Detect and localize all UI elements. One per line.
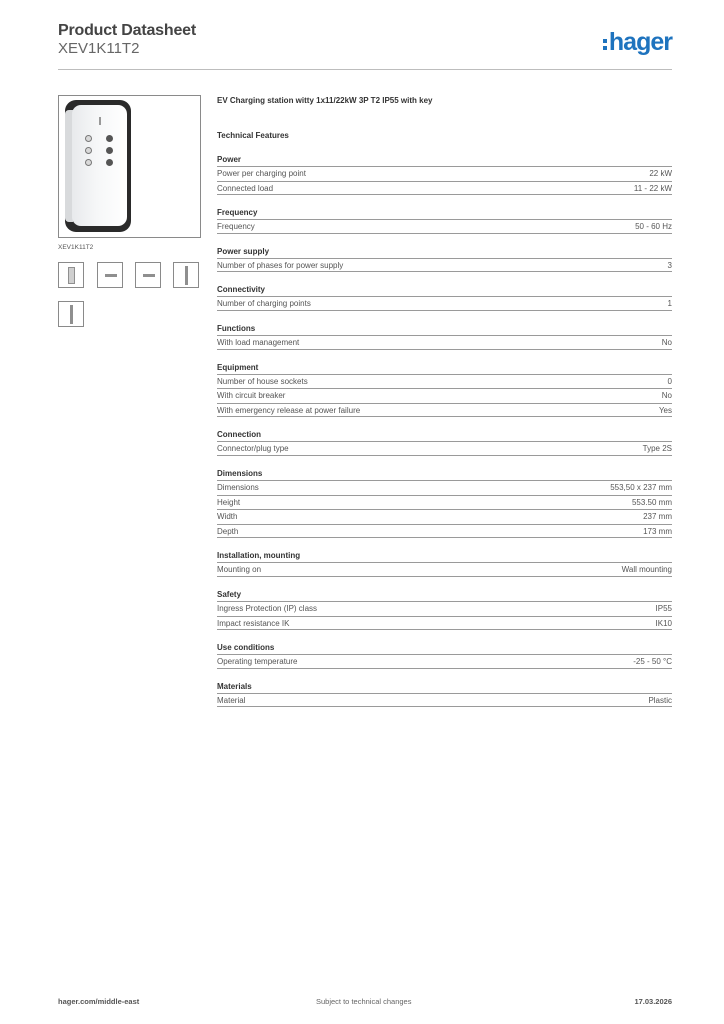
feature-group [217, 589, 672, 630]
footer-notice: Subject to technical changes [316, 997, 412, 1006]
feature-rows [217, 374, 672, 418]
technical-content [217, 94, 672, 707]
feature-value: 50 - 60 Hz [635, 222, 672, 232]
feature-label: With emergency release at power failure [217, 405, 361, 415]
feature-label: Depth [217, 526, 239, 536]
feature-row [217, 296, 672, 311]
side-view-icon[interactable] [58, 301, 84, 327]
feature-group [217, 681, 672, 708]
feature-label: Mounting on [217, 565, 262, 575]
feature-rows [217, 166, 672, 195]
feature-group-title: Connection [217, 430, 261, 440]
feature-row [217, 601, 672, 616]
feature-row [217, 388, 672, 403]
feature-value: IP55 [655, 603, 672, 613]
feature-group-title: Equipment [217, 362, 259, 372]
charging-station-illustration [65, 100, 131, 232]
page-header [58, 22, 672, 70]
feature-rows [217, 296, 672, 311]
logo-wordmark: hager [608, 27, 672, 56]
feature-value: No [661, 391, 672, 401]
feature-row [217, 181, 672, 196]
feature-value: 0 [667, 376, 672, 386]
feature-row [217, 219, 672, 234]
feature-group-title: Use conditions [217, 643, 275, 653]
feature-rows [217, 441, 672, 456]
top-view-icon[interactable] [135, 262, 161, 288]
feature-value: 553,50 x 237 mm [610, 482, 672, 492]
document-title: Product Datasheet [58, 22, 196, 39]
feature-label: Number of phases for power supply [217, 260, 344, 270]
logo-dots-icon [603, 39, 607, 50]
feature-rows [217, 601, 672, 630]
front-view-icon[interactable] [58, 262, 84, 288]
feature-label: Power per charging point [217, 169, 306, 178]
feature-group [217, 154, 672, 195]
feature-row [217, 374, 672, 389]
feature-value: Wall mounting [621, 565, 672, 575]
feature-rows [217, 562, 672, 577]
footer-website-link[interactable]: hager.com/middle-east [58, 997, 140, 1006]
feature-rows [217, 335, 672, 350]
feature-label: Ingress Protection (IP) class [217, 603, 318, 613]
feature-rows [217, 219, 672, 234]
feature-value: 1 [667, 299, 672, 309]
feature-group-title: Functions [217, 323, 256, 333]
feature-row [217, 480, 672, 495]
feature-value: 237 mm [643, 512, 672, 522]
product-code: XEV1K11T2 [58, 40, 140, 57]
feature-value: IK10 [655, 618, 672, 628]
feature-label: Frequency [217, 222, 255, 232]
feature-group-title: Power supply [217, 246, 270, 256]
feature-row [217, 509, 672, 524]
product-image-caption: XEV1K11T2 [58, 244, 94, 251]
side-view-icon[interactable] [173, 262, 199, 288]
feature-row [217, 524, 672, 539]
feature-group [217, 284, 672, 311]
feature-label: With load management [217, 337, 300, 347]
feature-row [217, 495, 672, 510]
feature-label: Dimensions [217, 482, 259, 492]
feature-rows [217, 480, 672, 538]
feature-group-title: Frequency [217, 208, 258, 218]
feature-row [217, 616, 672, 631]
feature-group-title: Dimensions [217, 468, 263, 478]
feature-value: Type 2S [642, 444, 672, 454]
feature-group [217, 362, 672, 418]
feature-group [217, 207, 672, 234]
feature-group-title: Materials [217, 681, 252, 691]
feature-label: Material [217, 695, 246, 705]
feature-groups [217, 154, 672, 707]
feature-group [217, 429, 672, 456]
feature-value: 553.50 mm [631, 497, 672, 507]
feature-value: Plastic [648, 695, 672, 705]
feature-value: No [661, 337, 672, 347]
feature-group [217, 246, 672, 273]
feature-row [217, 335, 672, 350]
product-image[interactable] [58, 95, 201, 238]
feature-group [217, 468, 672, 538]
footer-date: 17.03.2026 [634, 997, 672, 1006]
feature-row [217, 403, 672, 418]
feature-label: Connector/plug type [217, 444, 289, 454]
technical-features-heading: Technical Features [217, 131, 289, 140]
feature-row [217, 166, 672, 181]
feature-value: Yes [658, 405, 672, 415]
feature-label: Height [217, 497, 241, 507]
feature-label: With circuit breaker [217, 391, 286, 401]
feature-label: Operating temperature [217, 657, 298, 667]
feature-label: Number of house sockets [217, 376, 308, 386]
feature-label: Width [217, 512, 238, 522]
feature-rows [217, 258, 672, 273]
feature-row [217, 258, 672, 273]
feature-group [217, 323, 672, 350]
feature-group [217, 642, 672, 669]
product-name: EV Charging station witty 1x11/22kW 3P T2 IP55 with key [217, 96, 433, 105]
feature-value: 11 - 22 kW [633, 183, 672, 193]
feature-group-title: Power [217, 155, 242, 164]
feature-label: Connected load [217, 183, 274, 193]
feature-label: Number of charging points [217, 299, 311, 309]
feature-row [217, 441, 672, 456]
feature-group [217, 550, 672, 577]
feature-value: 22 kW [649, 169, 672, 178]
hager-logo[interactable] [603, 29, 672, 55]
feature-group-title: Connectivity [217, 285, 266, 295]
feature-group-title: Safety [217, 589, 242, 599]
feature-group-title: Installation, mounting [217, 551, 301, 561]
feature-value: -25 - 50 °C [633, 657, 672, 667]
feature-row [217, 693, 672, 708]
feature-rows [217, 693, 672, 708]
feature-label: Impact resistance IK [217, 618, 290, 628]
feature-row [217, 654, 672, 669]
feature-rows [217, 654, 672, 669]
feature-value: 173 mm [643, 526, 672, 536]
feature-value: 3 [667, 260, 672, 270]
feature-row [217, 562, 672, 577]
bottom-view-icon[interactable] [97, 262, 123, 288]
